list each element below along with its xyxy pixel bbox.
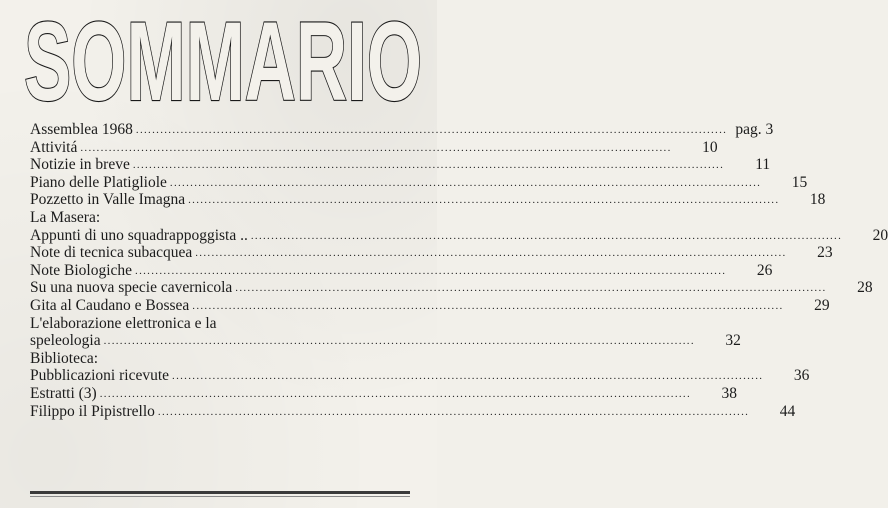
toc-entry [30,191,826,209]
toc-entry-page: 44 [779,402,796,420]
toc-entry [30,156,771,174]
title-graphic [18,0,428,124]
toc-entry-title: Note Biologiche [30,261,133,279]
dot-leader [133,157,724,175]
dot-leader [172,368,763,386]
toc-entry-title: Su una nuova specie cavernicola [30,279,233,297]
toc-entry-page: 36 [793,367,810,385]
toc-entry-page: pag. 3 [735,121,774,138]
toc-entry-title: Notizie in breve [30,156,130,174]
toc-entry-title: Appunti di uno squadrappoggista .. [30,226,248,244]
toc-entry-page: 15 [791,173,808,191]
toc-entry-title: speleologia [30,332,101,350]
toc-entry-page: 20 [872,226,888,244]
toc-entry-page: 29 [814,296,830,314]
toc-entry-title: Attivitá [30,138,78,156]
toc-entry-page: 18 [809,191,826,209]
toc-entry-title: Assemblea 1968 [30,121,133,138]
toc-entry [30,121,774,139]
toc-entry [30,279,873,297]
dot-leader [192,298,783,316]
toc-entry-page: 32 [725,332,741,350]
dot-leader [104,333,695,351]
toc-entry [30,209,410,227]
toc-entry-page: 28 [857,279,873,297]
toc-entry [30,261,773,280]
dot-leader [235,280,826,298]
toc-entry [30,384,738,403]
dot-leader [100,386,691,404]
toc-entry [30,367,810,385]
toc-entry [30,138,718,157]
dot-leader [136,122,727,140]
toc-entry-page: 38 [721,384,738,402]
bottom-rule-thin [30,496,410,497]
dot-leader [80,140,671,158]
bottom-rule-thick [30,491,410,494]
title-block [18,0,428,124]
toc-entry-title: Pubblicazioni ricevute [30,367,170,385]
toc-entry-title: La Masera: [30,208,101,226]
page-title: SOMMARIO [24,0,422,124]
toc-entry [30,173,808,192]
toc-entry-page: 23 [817,244,833,262]
dot-leader [195,245,786,263]
dot-leader [158,404,749,422]
toc-entry-title: Note di tecnica subacquea [30,244,193,262]
toc-entry-title: Pozzetto in Valle Imagna [30,191,186,209]
dot-leader [251,228,842,246]
toc-entry [30,332,741,350]
toc-entry [30,226,888,245]
toc-entry-page: 11 [755,156,771,174]
toc-entry-title: L'elaborazione elettronica e la [30,314,217,332]
dot-leader [188,192,779,210]
dot-leader [170,175,761,193]
toc-entry-page: 10 [702,138,718,156]
toc-entry [30,402,796,421]
toc-entry-title: Estratti (3) [30,384,97,402]
dot-leader [135,263,726,281]
toc-entry-title: Filippo il Pipistrello [30,402,155,420]
toc-entry [30,244,833,262]
toc-entry-page: 26 [756,261,773,279]
toc-entry [30,296,830,315]
toc-entry-title: Piano delle Platigliole [30,173,167,191]
toc-entry [30,315,410,333]
table-of-contents [30,121,888,420]
toc-entry-title: Gita al Caudano e Bossea [30,296,190,314]
toc-entry-title: Biblioteca: [30,349,99,367]
toc-entry [30,350,410,368]
